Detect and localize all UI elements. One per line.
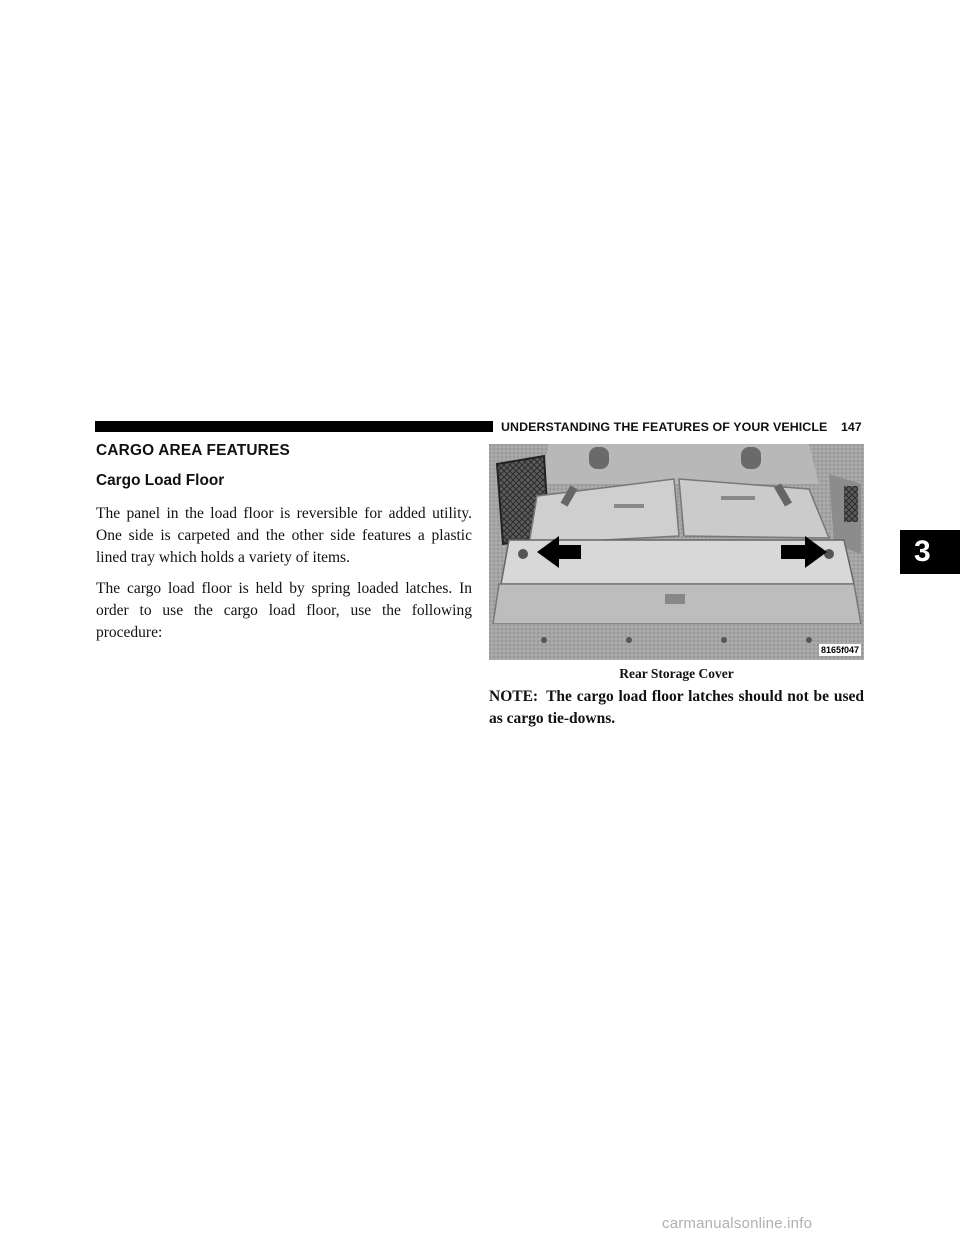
rear-storage-cover-figure: [489, 444, 864, 660]
figure-code: 8165f047: [820, 645, 859, 655]
cargo-area-illustration: [489, 444, 864, 660]
header-rule: [95, 421, 493, 432]
running-header-title: UNDERSTANDING THE FEATURES OF YOUR VEHICLE: [501, 420, 828, 434]
note-block: [489, 686, 864, 730]
chapter-tab: 3: [900, 530, 960, 574]
paragraph-reversible-panel: The panel in the load floor is reversible for added utility. One side is carpeted and the other side features a plastic lined tray which holds a variety of items.: [96, 505, 472, 566]
figure-caption: Rear Storage Cover: [619, 666, 734, 681]
note-label: NOTE:: [489, 688, 539, 705]
left-column: [96, 441, 472, 644]
paragraph-latches: The cargo load floor is held by spring loaded latches. In order to use the cargo load floor, use the following procedure:: [96, 580, 472, 641]
watermark: carmanualsonline.info: [662, 1215, 813, 1232]
note-text: The cargo load floor latches should not be used as cargo tie-downs.: [489, 688, 864, 727]
page-number: 147: [841, 420, 862, 434]
section-title: CARGO AREA FEATURES: [96, 442, 290, 459]
subsection-title: Cargo Load Floor: [96, 472, 225, 489]
